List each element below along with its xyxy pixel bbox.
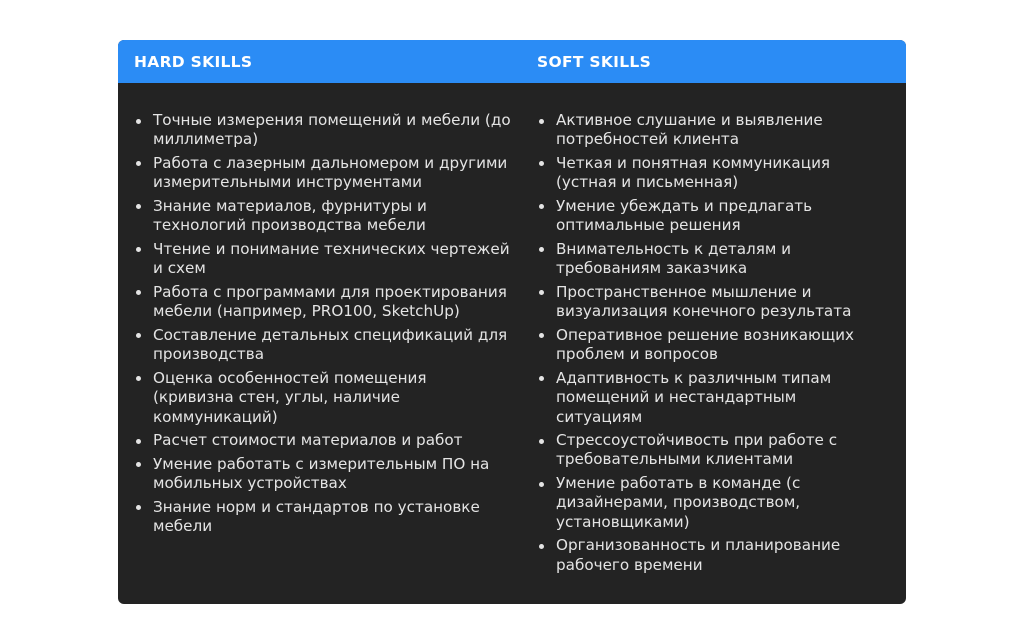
list-item: Активное слушание и выявление потребностей клиента xyxy=(537,111,886,150)
list-item: Работа с программами для проектирования мебели (например, PRO100, SketchUp) xyxy=(134,283,511,322)
list-item: Адаптивность к различным типам помещений и нестандартным ситуациям xyxy=(537,369,886,427)
skills-table xyxy=(118,40,906,604)
list-item: Умение убеждать и предлагать оптимальные решения xyxy=(537,197,886,236)
list-item: Стрессоустойчивость при работе с требовательными клиентами xyxy=(537,431,886,470)
list-item: Знание материалов, фурнитуры и технологий производства мебели xyxy=(134,197,511,236)
hard-skills-column xyxy=(118,111,521,579)
list-item: Умение работать в команде (с дизайнерами, производством, установщиками) xyxy=(537,474,886,532)
list-item: Четкая и понятная коммуникация (устная и письменная) xyxy=(537,154,886,193)
hard-skills-list xyxy=(134,111,511,536)
list-item: Умение работать с измерительным ПО на мобильных устройствах xyxy=(134,455,511,494)
soft-skills-heading: SOFT SKILLS xyxy=(537,52,652,71)
list-item: Составление детальных спецификаций для производства xyxy=(134,326,511,365)
table-header xyxy=(118,40,906,83)
list-item: Точные измерения помещений и мебели (до миллиметра) xyxy=(134,111,511,150)
list-item: Расчет стоимости материалов и работ xyxy=(134,431,511,450)
list-item: Чтение и понимание технических чертежей и схем xyxy=(134,240,511,279)
list-item: Оперативное решение возникающих проблем и вопросов xyxy=(537,326,886,365)
hard-skills-heading: HARD SKILLS xyxy=(134,52,253,71)
list-item: Работа с лазерным дальномером и другими измерительными инструментами xyxy=(134,154,511,193)
list-item: Оценка особенностей помещения (кривизна стен, углы, наличие коммуникаций) xyxy=(134,369,511,427)
list-item: Организованность и планирование рабочего времени xyxy=(537,536,886,575)
soft-skills-list xyxy=(537,111,886,575)
soft-skills-column xyxy=(521,111,906,579)
table-body xyxy=(118,83,906,579)
list-item: Пространственное мышление и визуализация конечного результата xyxy=(537,283,886,322)
list-item: Знание норм и стандартов по установке мебели xyxy=(134,498,511,537)
list-item: Внимательность к деталям и требованиям заказчика xyxy=(537,240,886,279)
